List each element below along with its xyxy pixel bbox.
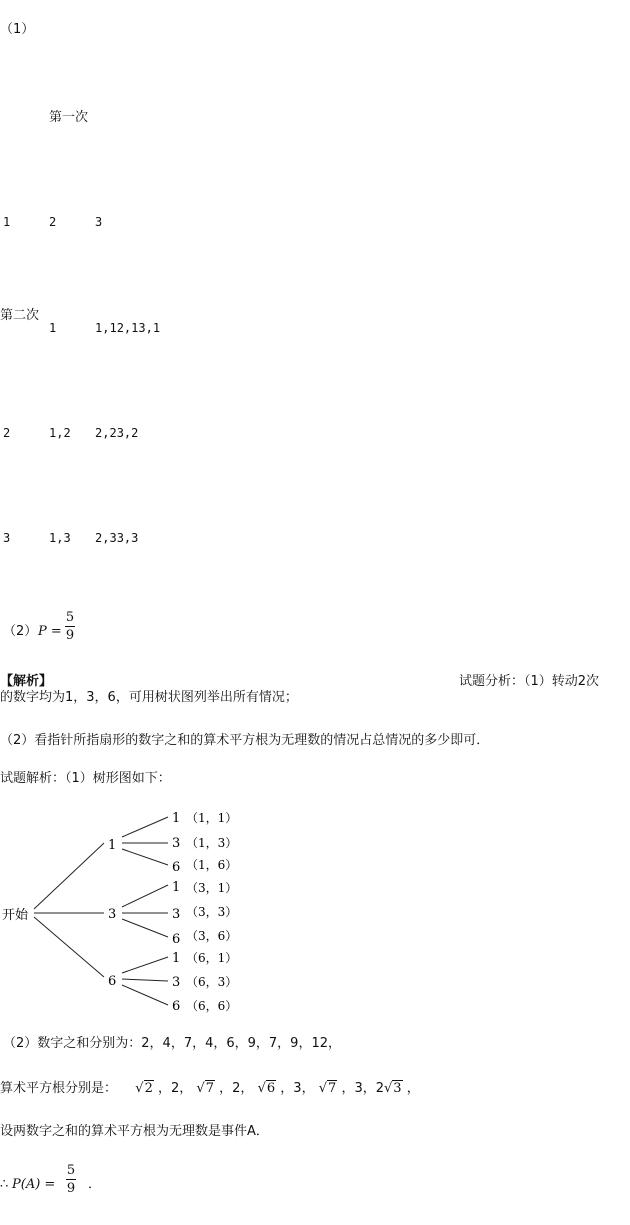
row-label: 3 [3,531,11,545]
table-cell: 1,1 [95,321,117,335]
row-cells [95,425,138,441]
fraction-denominator: 9 [65,628,75,643]
first-spin-label: 第一次 [49,110,89,125]
tree-pair: （3，6） [186,929,238,943]
tree-leaf: 1 [172,880,181,895]
tree-node: 6 [108,974,117,989]
fraction-denominator: 9 [66,1181,76,1196]
radicand: 7 [328,1081,337,1096]
header-cell: 3 [95,215,103,229]
fraction-numerator: 5 [65,610,75,625]
radicand: 3 [393,1081,402,1096]
table-cell: 1,3 [49,531,71,545]
sqrt-expression: √7 [318,1081,337,1096]
tree-pair: （6，6） [186,999,238,1013]
tree-leaf: 3 [172,975,181,990]
fraction-bar [66,1179,76,1180]
period: ． [88,1177,102,1192]
tree-pair: （1，3） [186,836,238,850]
tree-pair: （1，6） [186,858,238,872]
table-cell: 2,2 [95,426,117,440]
therefore-symbol: ∴ [0,1177,9,1192]
radicand: 6 [266,1081,276,1096]
tree-pair: （3，1） [186,881,238,895]
radicand: 7 [205,1081,215,1096]
table-cell: 2,3 [95,531,117,545]
sums-line: （2）数字之和分别为：2，4，7，4，6，9，7，9，12， [3,1036,341,1051]
tree-edges [34,817,168,1005]
probability-fraction [65,610,75,643]
tree-pair: （1，1） [186,811,238,825]
table-cell: 3,3 [116,531,139,545]
tree-leaf: 1 [172,811,181,826]
header-cell: 1 [3,215,11,229]
analysis-title: 试题分析：（1）转动2次 [459,674,600,689]
row-cells [95,320,160,336]
table-cell: 3,1 [138,321,161,335]
tree-leaf: 6 [172,860,181,875]
second-spin-label: 第二次 [0,308,40,323]
sqrt-expression: √6 [257,1081,276,1096]
row-cells [95,530,138,546]
table-cell: 2,1 [116,321,139,335]
tree-leaf: 6 [172,932,181,947]
tree-leaf: 3 [172,907,181,922]
separator: ，2， [219,1081,254,1096]
radicand: 2 [144,1081,153,1096]
tree-pair: （3，3） [186,905,238,919]
header-cell: 2 [49,215,57,229]
fraction-numerator: 5 [66,1163,76,1178]
separator: ，3，2 [341,1081,384,1096]
sqrt-expression: √7 [196,1081,215,1096]
tree-diagram [0,805,260,1020]
tree-root: 开始 [2,908,29,923]
tree-node: 3 [108,907,117,922]
tree-pair: （6，3） [186,975,238,989]
row-label: 1 [49,321,57,335]
tree-leaf: 6 [172,999,181,1014]
part1-label: （1） [0,22,35,37]
tree-pair: （6，1） [186,951,238,965]
analysis-line: 的数字均为1，3，6，可用树状图列举出所有情况； [0,690,298,705]
tree-leaf: 1 [172,951,181,966]
table-cell: 1,2 [49,426,71,440]
separator: ， [406,1081,420,1096]
sqrt-expression: √3 [383,1081,402,1096]
probability-lhs: P = [38,624,62,639]
roots-label: 算术平方根分别是： [0,1081,118,1096]
fraction-bar [65,626,75,627]
analysis-line: 试题解析：（1）树形图如下： [0,771,171,786]
probability-a-lhs: P(A) = [12,1177,56,1192]
part2-label: （2） [3,624,38,639]
tree-leaf: 3 [172,836,181,851]
probability-a-fraction [66,1163,76,1196]
separator: ，2， [158,1081,193,1096]
sqrt-expression: √2 [135,1081,153,1096]
separator: ，3， [280,1081,315,1096]
tree-node: 1 [108,838,117,853]
roots-line [0,1080,420,1097]
analysis-line: （2）看指针所指扇形的数字之和的算术平方根为无理数的情况占总情况的多少即可． [0,733,490,748]
analysis-tag: 【解析】 [0,674,53,689]
table-cell: 3,2 [116,426,139,440]
event-line: 设两数字之和的算术平方根为无理数是事件A． [0,1124,269,1139]
row-label: 2 [3,426,11,440]
